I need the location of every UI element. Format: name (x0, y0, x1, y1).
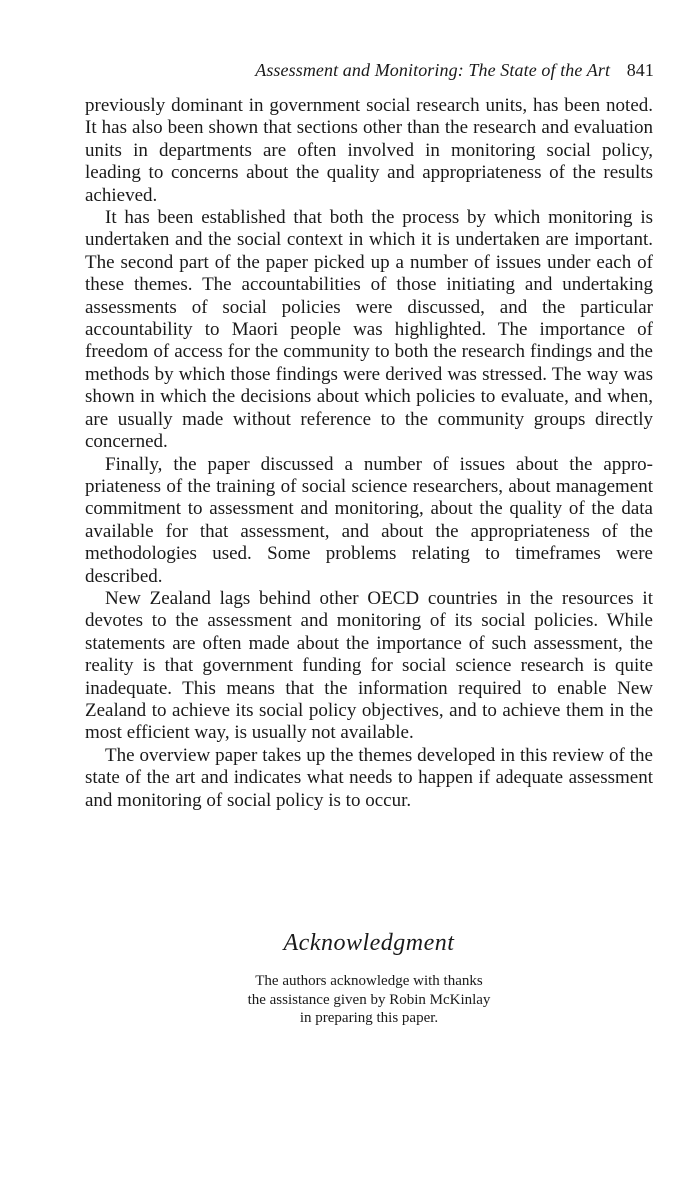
paragraph-4: New Zealand lags behind other OECD countries in the resources it devotes to the assessment and monitoring of its social policies. While statements are often made about the importance of such assessment, the reality is that government funding for social science research is quite inadequate. This means that the information required to enable New Zealand to achieve its social policy objectives, and to achieve them in the most efficient way, is usually not available. (85, 587, 653, 744)
acknowledgment-line-3: in preparing this paper. (299, 1010, 439, 1026)
acknowledgment-line-2: the assistance given by Robin McKinlay (247, 991, 491, 1008)
running-head (255, 60, 654, 81)
running-head-title: Assessment and Monitoring: The State of the Art (255, 60, 611, 80)
paragraph-2: It has been established that both the process by which monitoring is undertaken and the social context in which it is undertaken are important. The second part of the paper picked up a number of issues under each of these themes. The accountabilities of those initiating and undertaking assessments of social policies were discussed, and the particular accountability to Maori people was highlighted. The importance of freedom of access for the community to both the research findings and the methods by which those findings were derived was stressed. The way was shown in which the decisions about which policies to evaluate, and when, are usually made without reference to the community groups directly concerned. (85, 207, 653, 453)
page-number: 841 (626, 60, 654, 80)
paragraph-5: The overview paper takes up the themes developed in this review of the state of the art and indicates what needs to happen if adequate assessment and monitoring of social policy is to occur. (85, 744, 653, 811)
paragraph-1: previously dominant in government social research units, has been noted. It has also been shown that sections other than the research and evaluation units in departments are often involved in monitoring social policy, leading to concerns about the quality and appropriateness of the results achieved. (85, 95, 653, 206)
acknowledgment-heading: Acknowledgment (283, 930, 455, 956)
acknowledgment-line-1: The authors acknowledge with thanks (255, 973, 483, 989)
acknowledgment-text (85, 972, 653, 1028)
paragraph-3: Finally, the paper discussed a number of issues about the appropriateness of the training of social science researchers, about management commitment to assessment and monitoring, about the quality of the data available for that assessment, and about the appropriateness of the methodologies used. Some problems relating to timeframes were described. (85, 453, 653, 587)
body-text (85, 95, 653, 812)
